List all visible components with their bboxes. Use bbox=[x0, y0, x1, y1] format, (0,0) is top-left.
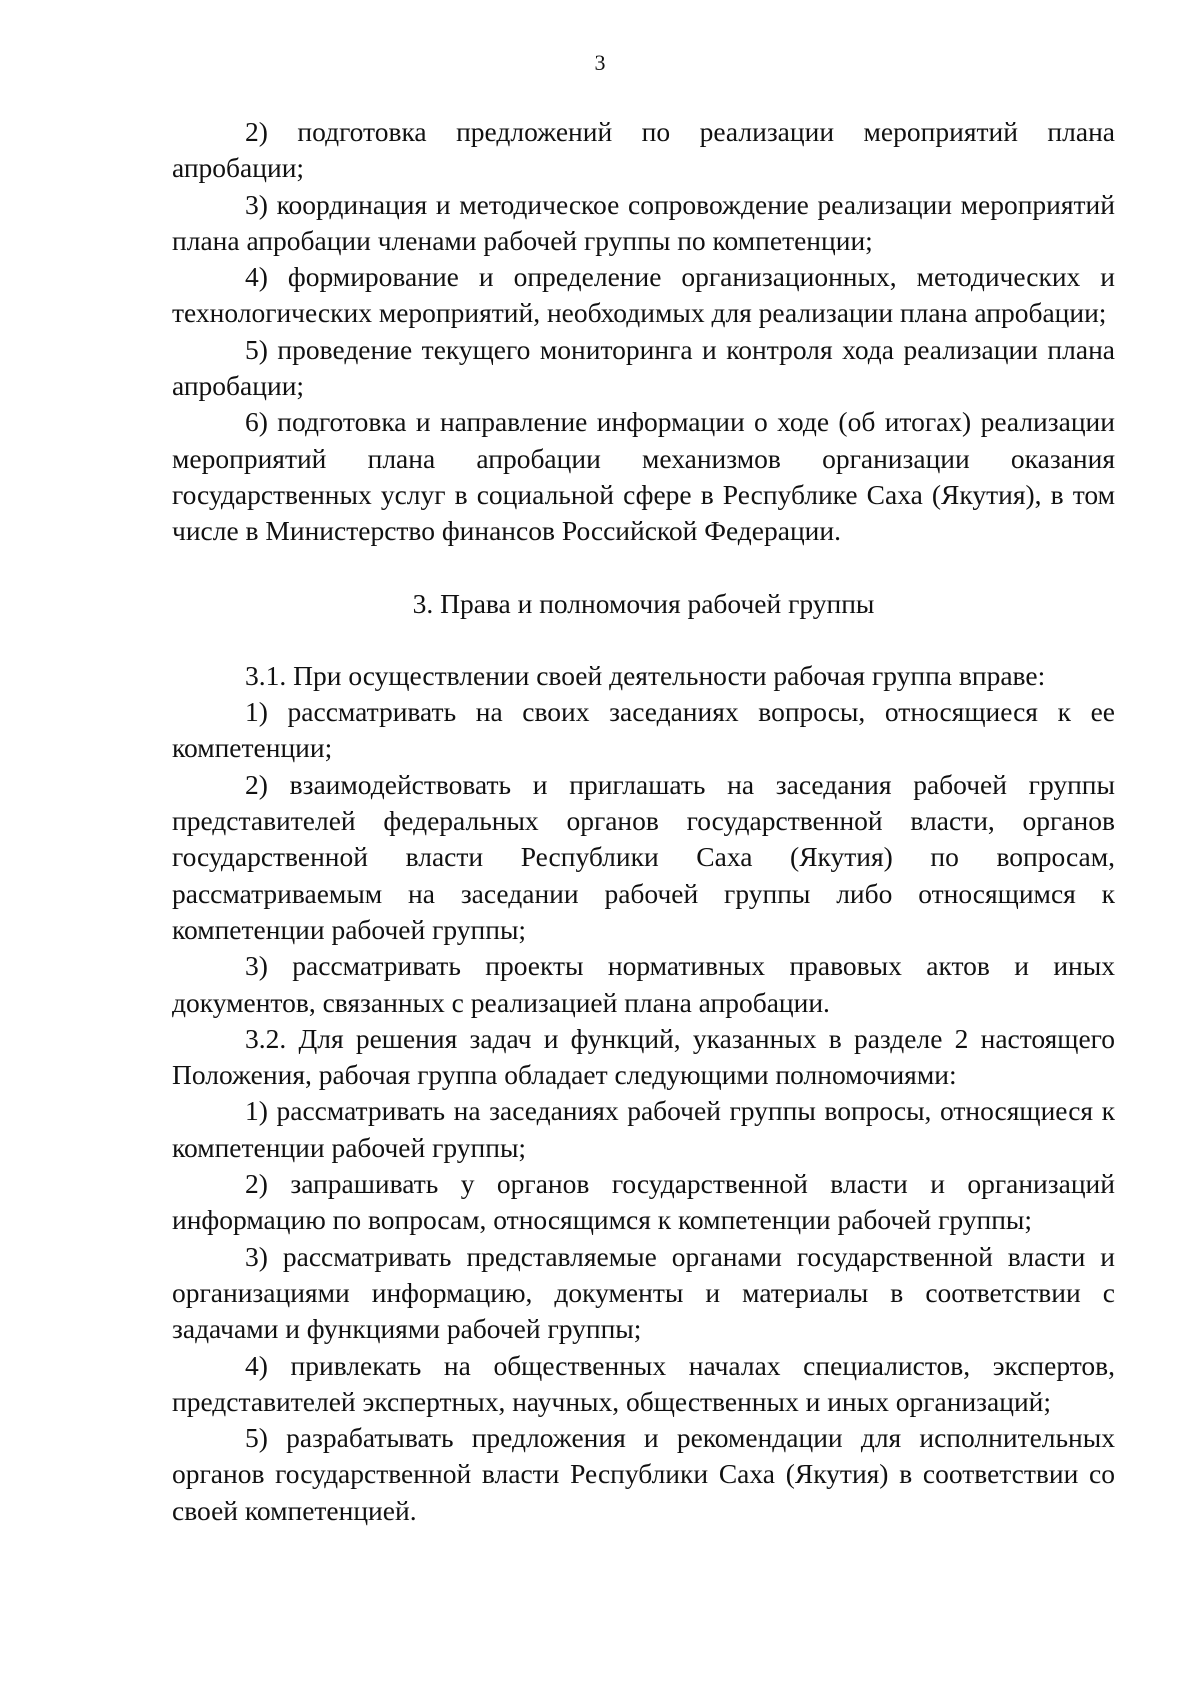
paragraph-3-2-item-5: 5) разрабатывать предложения и рекомендации для исполнительных органов государственной власти Республики Саха (Якутия) в соответствии со своей компетенцией. bbox=[172, 1422, 1115, 1526]
paragraph-3-1-item-2: 2) взаимодействовать и приглашать на заседания рабочей группы представителей федеральных органов государственной власти, органов государственной власти Республики Саха (Якутия) по вопросам, рассматриваемым на заседании рабочей группы либо относящимся к компетенции рабочей группы; bbox=[172, 768, 1115, 945]
page-number: 3 bbox=[594, 50, 606, 75]
paragraph-3-2-item-3: 3) рассматривать представляемые органами государственной власти и организациями информацию, документы и материалы в соответствии с задачами и функциями рабочей группы; bbox=[172, 1240, 1115, 1345]
paragraph-3-2-item-2: 2) запрашивать у органов государственной власти и организаций информацию по вопросам, относящимся к компетенции рабочей группы; bbox=[172, 1168, 1115, 1236]
paragraph-item-3: 3) координация и методическое сопровождение реализации мероприятий плана апробации членами рабочей группы по компетенции; bbox=[172, 188, 1115, 256]
paragraph-item-4: 4) формирование и определение организационных, методических и технологических мероприятий, необходимых для реализации плана апробации; bbox=[172, 261, 1115, 329]
document-body bbox=[172, 114, 1115, 1529]
paragraph-item-6: 6) подготовка и направление информации о ходе (об итогах) реализации мероприятий плана апробации механизмов организации оказания государственных услуг в социальной сфере в Республике Саха (Якутия), в том числе в Министерство финансов Российской Федерации. bbox=[172, 406, 1115, 547]
paragraph-3-1-item-3: 3) рассматривать проекты нормативных правовых актов и иных документов, связанных с реализацией плана апробации. bbox=[172, 950, 1115, 1018]
paragraph-3-1: 3.1. При осуществлении своей деятельности рабочая группа вправе: bbox=[245, 659, 1046, 691]
paragraph-3-1-item-1: 1) рассматривать на своих заседаниях вопросы, относящиеся к ее компетенции; bbox=[172, 696, 1115, 764]
paragraph-3-2: 3.2. Для решения задач и функций, указанных в разделе 2 настоящего Положения, рабочая группа обладает следующими полномочиями: bbox=[172, 1022, 1115, 1091]
paragraph-item-5: 5) проведение текущего мониторинга и контроля хода реализации плана апробации; bbox=[172, 333, 1115, 402]
paragraph-3-2-item-1: 1) рассматривать на заседаниях рабочей группы вопросы, относящиеся к компетенции рабочей группы; bbox=[172, 1095, 1115, 1163]
paragraph-3-2-item-4: 4) привлекать на общественных началах специалистов, экспертов, представителей экспертных, научных, общественных и иных организаций; bbox=[172, 1349, 1115, 1417]
paragraph-item-2: 2) подготовка предложений по реализации мероприятий плана апробации; bbox=[172, 116, 1115, 184]
section-heading: 3. Права и полномочия рабочей группы bbox=[412, 587, 875, 619]
